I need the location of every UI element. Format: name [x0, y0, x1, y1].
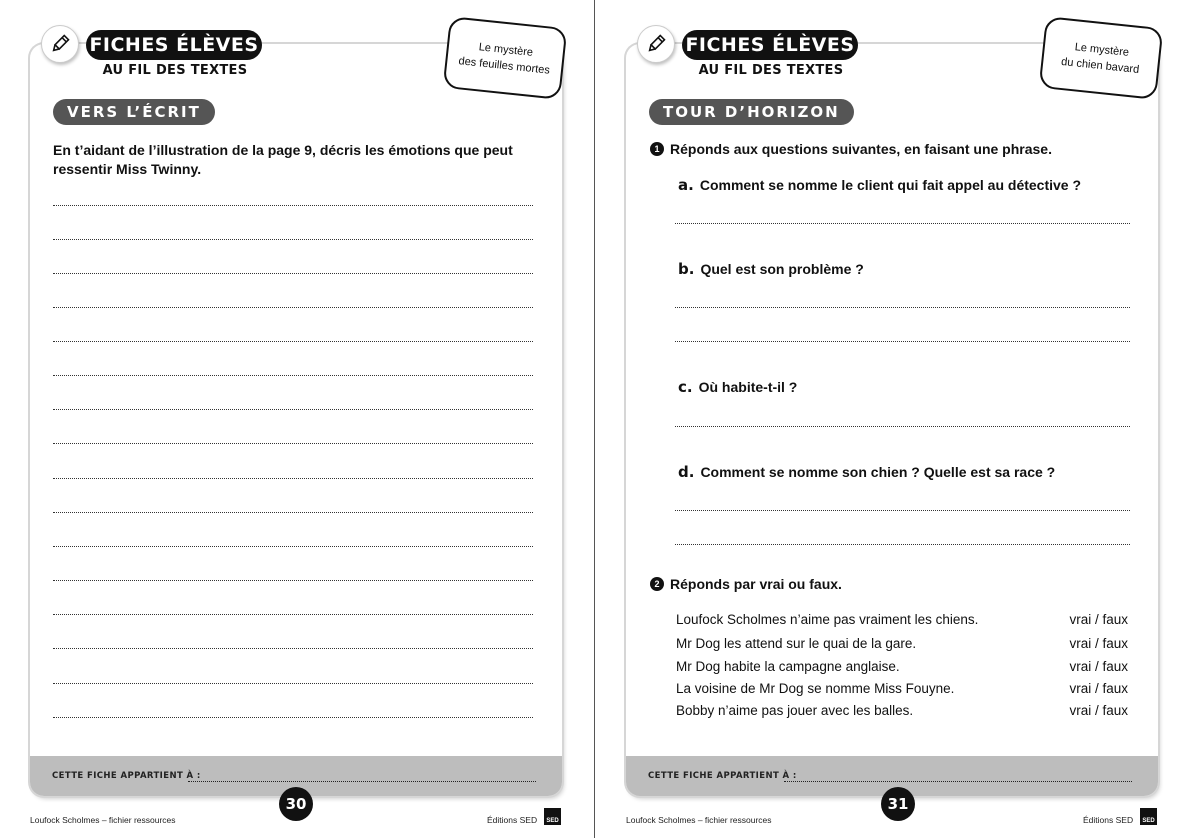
true-false-choice[interactable]: vrai / faux [1069, 703, 1128, 718]
true-false-row [676, 703, 1128, 718]
right-owner-line[interactable] [784, 781, 1132, 782]
question-d [678, 463, 1055, 481]
pencil-icon [646, 34, 666, 54]
question-text: Comment se nomme son chien ? Quelle est sa race ? [700, 464, 1056, 480]
question-b [678, 260, 864, 278]
question-text: Où habite-t-il ? [698, 379, 798, 395]
true-false-row [676, 636, 1128, 651]
right-title-pill: FICHES ÉLÈVES [682, 30, 858, 60]
true-false-choice[interactable]: vrai / faux [1069, 612, 1128, 627]
question-text: Quel est son problème ? [700, 261, 864, 277]
right-book-tag-line1: Le mystère [1074, 41, 1130, 59]
exercise-1-instruction: Réponds aux questions suivantes, en faisant une phrase. [670, 141, 1052, 157]
left-book-tag-line2: des feuilles mortes [457, 55, 551, 77]
true-false-row [676, 659, 1128, 674]
answer-line[interactable] [675, 544, 1130, 545]
question-c [678, 378, 797, 396]
right-section-title: TOUR D’HORIZON [649, 99, 854, 125]
exercise-2-instruction: Réponds par vrai ou faux. [670, 576, 842, 592]
question-a [678, 176, 1081, 194]
right-subtitle: AU FIL DES TEXTES [698, 63, 844, 78]
true-false-choice[interactable]: vrai / faux [1069, 681, 1128, 696]
right-series-credit: Loufock Scholmes – fichier ressources [626, 815, 772, 825]
question-letter: c. [678, 378, 693, 396]
exercise-2-number: 2 [650, 577, 664, 591]
left-page-number: 30 [279, 787, 313, 821]
statement-text: Bobby n’aime pas jouer avec les balles. [676, 703, 914, 718]
answer-line[interactable] [675, 223, 1130, 224]
true-false-choice[interactable]: vrai / faux [1069, 636, 1128, 651]
question-letter: b. [678, 260, 695, 278]
answer-line[interactable] [675, 426, 1130, 427]
true-false-choice[interactable]: vrai / faux [1069, 659, 1128, 674]
exercise-2-heading [650, 576, 842, 592]
left-title-pill: FICHES ÉLÈVES [86, 30, 262, 60]
right-publisher-logo: SED [1140, 808, 1157, 825]
left-series-credit: Loufock Scholmes – fichier ressources [30, 815, 176, 825]
true-false-row [676, 681, 1128, 696]
true-false-row [676, 612, 1128, 627]
question-letter: a. [678, 176, 694, 194]
right-book-tag [1039, 16, 1164, 100]
writing-prompt: En t’aidant de l’illustration de la page 9, décris les émotions que peut ressentir Miss Twinny. [53, 142, 513, 177]
answer-line[interactable] [675, 341, 1130, 342]
question-letter: d. [678, 463, 695, 481]
left-owner-label: CETTE FICHE APPARTIENT À : [52, 771, 201, 781]
right-book-tag-line2: du chien bavard [1060, 55, 1140, 77]
answer-line[interactable] [675, 307, 1130, 308]
left-publisher-logo: SED [544, 808, 561, 825]
statement-text: Mr Dog les attend sur le quai de la gare. [676, 636, 917, 651]
statement-text: Mr Dog habite la campagne anglaise. [676, 659, 900, 674]
statement-text: La voisine de Mr Dog se nomme Miss Fouyne. [676, 681, 955, 696]
left-section-title: VERS L’ÉCRIT [53, 99, 215, 125]
right-publisher: Éditions SED [1083, 815, 1134, 825]
right-page-number: 31 [881, 787, 915, 821]
exercise-1-heading [650, 141, 1052, 157]
left-book-tag-line1: Le mystère [478, 41, 534, 59]
statement-text: Loufock Scholmes n’aime pas vraiment les chiens. [676, 612, 979, 627]
right-owner-label: CETTE FICHE APPARTIENT À : [648, 771, 797, 781]
left-publisher: Éditions SED [487, 815, 538, 825]
exercise-1-number: 1 [650, 142, 664, 156]
answer-line[interactable] [675, 510, 1130, 511]
right-pencil-badge [637, 25, 675, 63]
question-text: Comment se nomme le client qui fait appel au détective ? [699, 177, 1082, 193]
left-subtitle: AU FIL DES TEXTES [102, 63, 248, 78]
